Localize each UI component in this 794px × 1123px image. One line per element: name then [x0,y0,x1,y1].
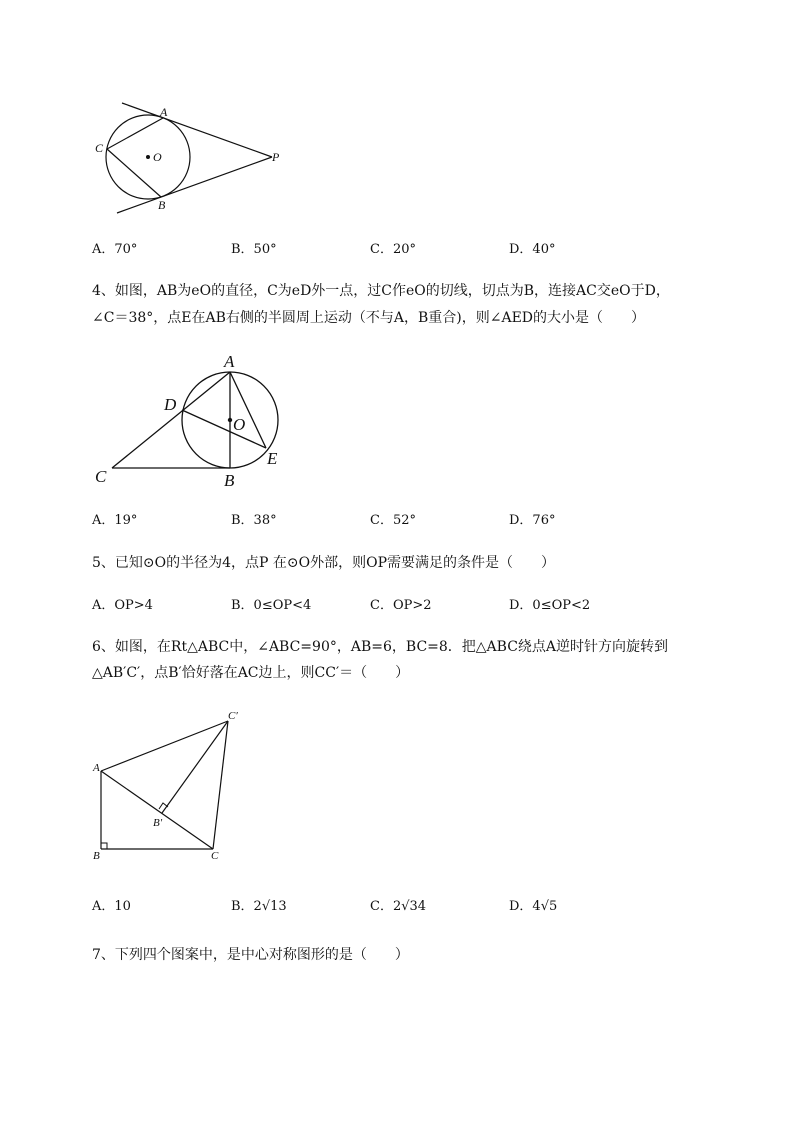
label-c: C [95,467,107,486]
q4-text-line1: 4、如图，AB为eO的直径，C为eD外一点，过C作eO的切线，切点为B，连接AC交eO于D， [92,283,670,299]
q3-option-c[interactable]: C．20° [370,242,416,257]
label-d: D [164,395,177,414]
q5-text: 5、已知⊙O的半径为4，点P 在⊙O外部，则OP需要满足的条件是（ ） [92,555,555,571]
label-e: E [267,449,278,468]
segment-ac-prime [101,721,228,771]
q4-option-b[interactable]: B．38° [231,513,277,528]
label-c-prime: C′ [228,710,238,722]
q4-text-line2: ∠C＝38°，点E在AB右侧的半圆周上运动（不与A，B重合)，则∠AED的大小是（ ） [92,310,646,326]
label-a: A [224,352,235,371]
label-a: A [160,105,168,119]
label-b: B [158,198,166,212]
label-a: A [93,762,100,774]
q4-option-c[interactable]: C．52° [370,513,416,528]
q6-option-d[interactable]: D．4√5 [509,899,558,914]
q5-option-d[interactable]: D．0≤OP<2 [509,598,591,613]
label-b-prime: B′ [153,817,163,829]
label-b: B [224,471,235,490]
label-b: B [93,850,100,862]
q6-option-b[interactable]: B．2√13 [231,899,287,914]
q5-option-b[interactable]: B．0≤OP<4 [231,598,312,613]
segment-cc-prime [213,721,228,849]
segment-ac [101,771,213,849]
q5-option-c[interactable]: C．OP>2 [370,598,432,613]
q7-text: 7、下列四个图案中，是中心对称图形的是（ ） [92,947,409,963]
q4-option-d[interactable]: D．76° [509,513,556,528]
q4-option-a[interactable]: A．19° [92,513,138,528]
label-c: C [95,141,104,155]
label-o: O [233,415,246,434]
right-angle-mark-b [101,843,107,849]
segment-c-prime-b-prime [162,721,228,813]
q6-text-line2: △AB′C′，点B′恰好落在AC边上，则CC′＝（ ） [92,665,410,681]
q5-option-a[interactable]: A．OP>4 [92,598,153,613]
right-angle-mark-b-prime [159,803,168,809]
q6-option-a[interactable]: A．10 [92,899,131,914]
q3-option-b[interactable]: B．50° [231,242,277,257]
label-c: C [211,850,219,862]
q6-text-line1: 6、如图，在Rt△ABC中，∠ABC=90°，AB=6，BC=8．把△ABC绕点A逆时针方向旋转到 [92,639,669,655]
q3-option-d[interactable]: D．40° [509,242,556,257]
q3-option-a[interactable]: A．70° [92,242,138,257]
label-o: O [153,150,162,164]
q6-option-c[interactable]: C．2√34 [370,899,427,914]
label-p: P [272,150,280,164]
